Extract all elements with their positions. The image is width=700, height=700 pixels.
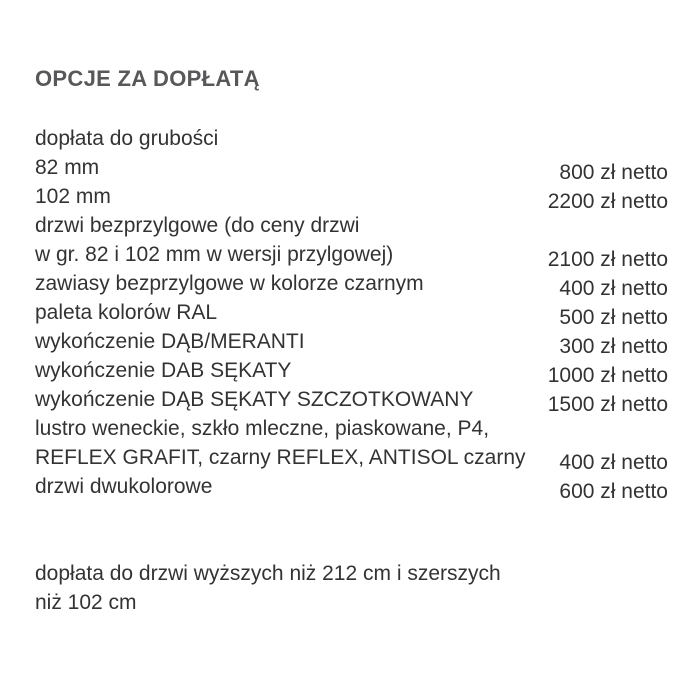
price-row <box>35 211 668 269</box>
item-price: 400 zł netto <box>559 277 668 300</box>
item-label <box>35 153 559 182</box>
item-line: paleta kolorów RAL <box>35 301 218 324</box>
price-row <box>35 124 668 153</box>
item-line: wykończenie DAB SĘKATY <box>35 359 292 382</box>
item-price: 2200 zł netto <box>547 190 668 213</box>
item-label <box>35 356 548 385</box>
item-price: 600 zł netto <box>559 480 668 503</box>
item-label <box>35 472 559 501</box>
item-line: 82 mm <box>35 156 100 179</box>
item-price: 2100 zł netto <box>547 248 668 271</box>
item-price: 400 zł netto <box>559 451 668 474</box>
item-price: 300 zł netto <box>559 335 668 358</box>
footer-note <box>35 559 668 617</box>
item-line: REFLEX GRAFIT, czarny REFLEX, ANTISOL czarny <box>35 446 526 469</box>
item-price: 500 zł netto <box>559 306 668 329</box>
item-label <box>35 211 548 269</box>
item-line: drzwi bezprzylgowe (do ceny drzwi <box>35 214 360 237</box>
item-label <box>35 327 559 356</box>
price-row <box>35 269 668 298</box>
item-line: w gr. 82 i 102 mm w wersji przylgowej) <box>35 243 394 266</box>
price-row <box>35 356 668 385</box>
item-line: 102 mm <box>35 185 111 208</box>
item-price: 1000 zł netto <box>547 364 668 387</box>
price-row <box>35 414 668 472</box>
item-price: 1500 zł netto <box>547 393 668 416</box>
footer-line: niż 102 cm <box>35 591 137 614</box>
item-label <box>35 298 559 327</box>
item-line: zawiasy bezprzylgowe w kolorze czarnym <box>35 272 424 295</box>
price-row <box>35 327 668 356</box>
item-line: wykończenie DĄB/MERANTI <box>35 330 305 353</box>
item-line: wykończenie DĄB SĘKATY SZCZOTKOWANY <box>35 388 474 411</box>
footer-line: dopłata do drzwi wyższych niż 212 cm i szerszych <box>35 562 501 585</box>
item-line: lustro weneckie, szkło mleczne, piaskowane, P4, <box>35 417 490 440</box>
item-label <box>35 182 548 211</box>
item-price: 800 zł netto <box>559 161 668 184</box>
price-rows <box>35 124 668 501</box>
item-label <box>35 269 559 298</box>
price-row <box>35 153 668 182</box>
price-list-content <box>35 64 668 617</box>
price-row <box>35 385 668 414</box>
item-label <box>35 385 548 414</box>
item-line: dopłata do grubości <box>35 127 219 150</box>
price-row <box>35 472 668 501</box>
item-label <box>35 124 668 153</box>
item-line: drzwi dwukolorowe <box>35 475 213 498</box>
price-row <box>35 182 668 211</box>
item-label <box>35 414 559 472</box>
page-title: OPCJE ZA DOPŁATĄ <box>35 66 260 91</box>
price-row <box>35 298 668 327</box>
